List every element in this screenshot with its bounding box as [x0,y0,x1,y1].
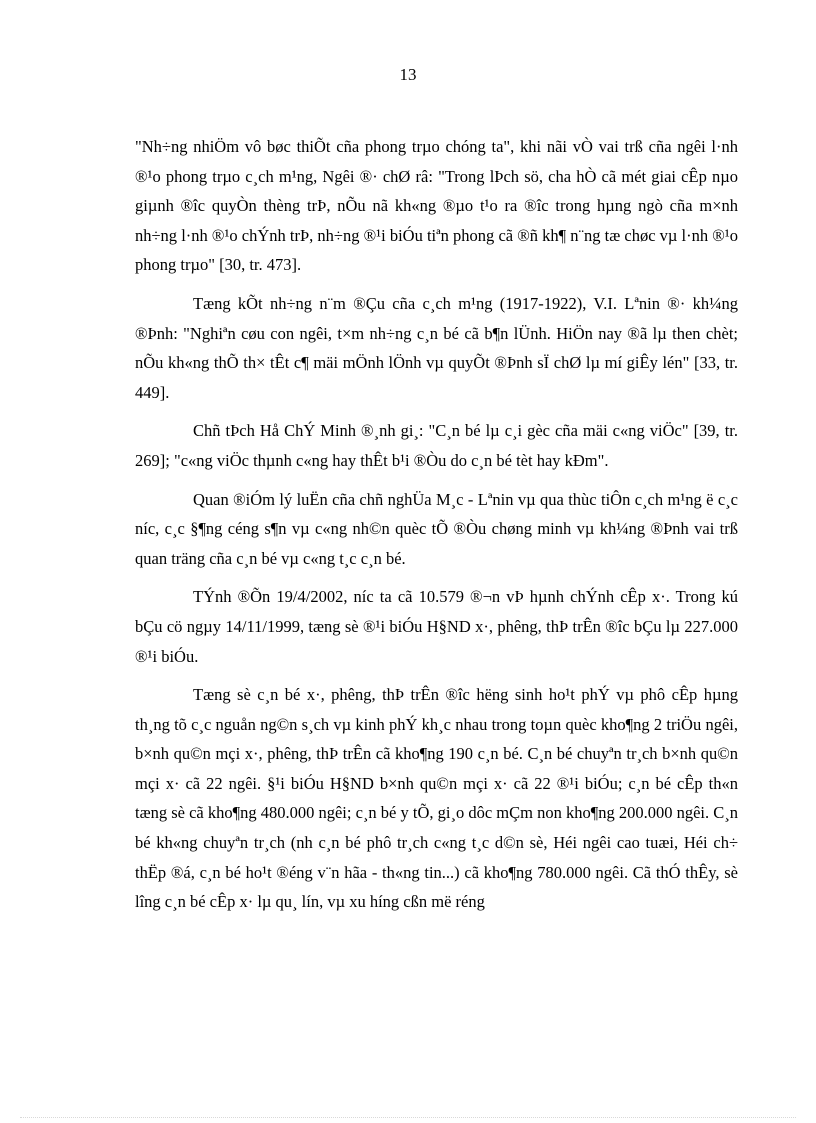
page-bottom-divider [20,1117,796,1118]
body-text [135,132,738,926]
paragraph-cadre-totals: Tæng sè c¸n bé x·, phêng, thÞ trÊn ®îc hëng sinh ho¹t phÝ vµ phô cÊp hµng th¸ng tõ c¸c nguån ng©n s¸ch vµ kinh phÝ kh¸c nhau trong toµn quèc kho¶ng 2 triÖu ngêi, b×nh qu©n mçi x·, phêng, thÞ trÊn cã kho¶ng 190 c¸n bé. C¸n bé chuyªn tr¸ch b×nh qu©n mçi x· cã 22 ngêi. §¹i biÓu H§ND b×nh qu©n mçi x· cã 22 ®¹i biÓu; c¸n bé cÊp th«n tæng sè cã kho¶ng 480.000 ngêi; c¸n bé y tÕ, gi¸o dôc mÇm non kho¶ng 200.000 ngêi. C¸n bé kh«ng chuyªn tr¸ch (nh c¸n bé phô tr¸ch c«ng t¸c d©n sè, Héi ngêi cao tuæi, Héi ch÷ thËp ®á, c¸n bé ho¹t ®éng v¨n hãa - th«ng tin...) cã kho¶ng 780.000 ngêi. Cã thÓ thÊy, sè lîng c¸n bé cÊp x· lµ qu¸ lín, vµ xu híng cßn më réng [135,685,738,912]
paragraph-quote-lenin-leaders: "Nh÷ng nhiÖm vô bøc thiÕt cña phong trµo chóng ta", khi nãi vÒ vai trß cña ngêi l·nh ®¹o phong trµo c¸ch m¹ng, Ngêi ®· chØ râ: "Trong lÞch sö, cha hÒ cã mét giai cÊp nµo giµnh ®îc quyÒn thèng trÞ, nÕu nã kh«ng ®µo t¹o ra ®îc trong hµng ngò cña m×nh nh÷ng l·nh ®¹o chÝnh trÞ, nh÷ng ®¹i biÓu tiªn phong cã ®ñ kh¶ n¨ng tæ chøc vµ l·nh ®¹o phong trµo" [30, tr. 473]. [135,137,738,275]
paragraph-marxist-viewpoint: Quan ®iÓm lý luËn cña chñ nghÜa M¸c - Lªnin vµ qua thùc tiÔn c¸ch m¹ng ë c¸c níc, c¸c §¶ng céng s¶n vµ c«ng nh©n quèc tÕ ®Òu chøng minh vµ kh¼ng ®Þnh vai trß quan träng cña c¸n bé vµ c«ng t¸c c¸n bé. [135,489,738,568]
paragraph-commune-statistics: TÝnh ®Õn 19/4/2002, níc ta cã 10.579 ®¬n vÞ hµnh chÝnh cÊp x·. Trong kú bÇu cö ngµy 14/11/1999, tæng sè ®¹i biÓu H§ND x·, phêng, thÞ trÊn ®îc bÇu lµ 227.000 ®¹i biÓu. [135,587,738,666]
paragraph-ho-chi-minh: Chñ tÞch Hå ChÝ Minh ®¸nh gi¸: "C¸n bé lµ c¸i gèc cña mäi c«ng viÖc" [39, tr. 269]; "c«ng viÖc thµnh c«ng hay thÊt b¹i ®Òu do c¸n bé tèt hay kÐm". [135,421,738,470]
page-number: 13 [399,65,417,84]
paragraph-lenin-summary: Tæng kÕt nh÷ng n¨m ®Çu cña c¸ch m¹ng (1917-1922), V.I. Lªnin ®· kh¼ng ®Þnh: "Nghiªn cøu con ngêi, t×m nh÷ng c¸n bé cã b¶n lÜnh. HiÖn nay ®ã lµ then chèt; nÕu kh«ng thÕ th× tÊt c¶ mäi mÖnh lÖnh vµ quyÕt ®Þnh sÏ chØ lµ mí giÊy lén" [33, tr. 449]. [135,293,738,402]
